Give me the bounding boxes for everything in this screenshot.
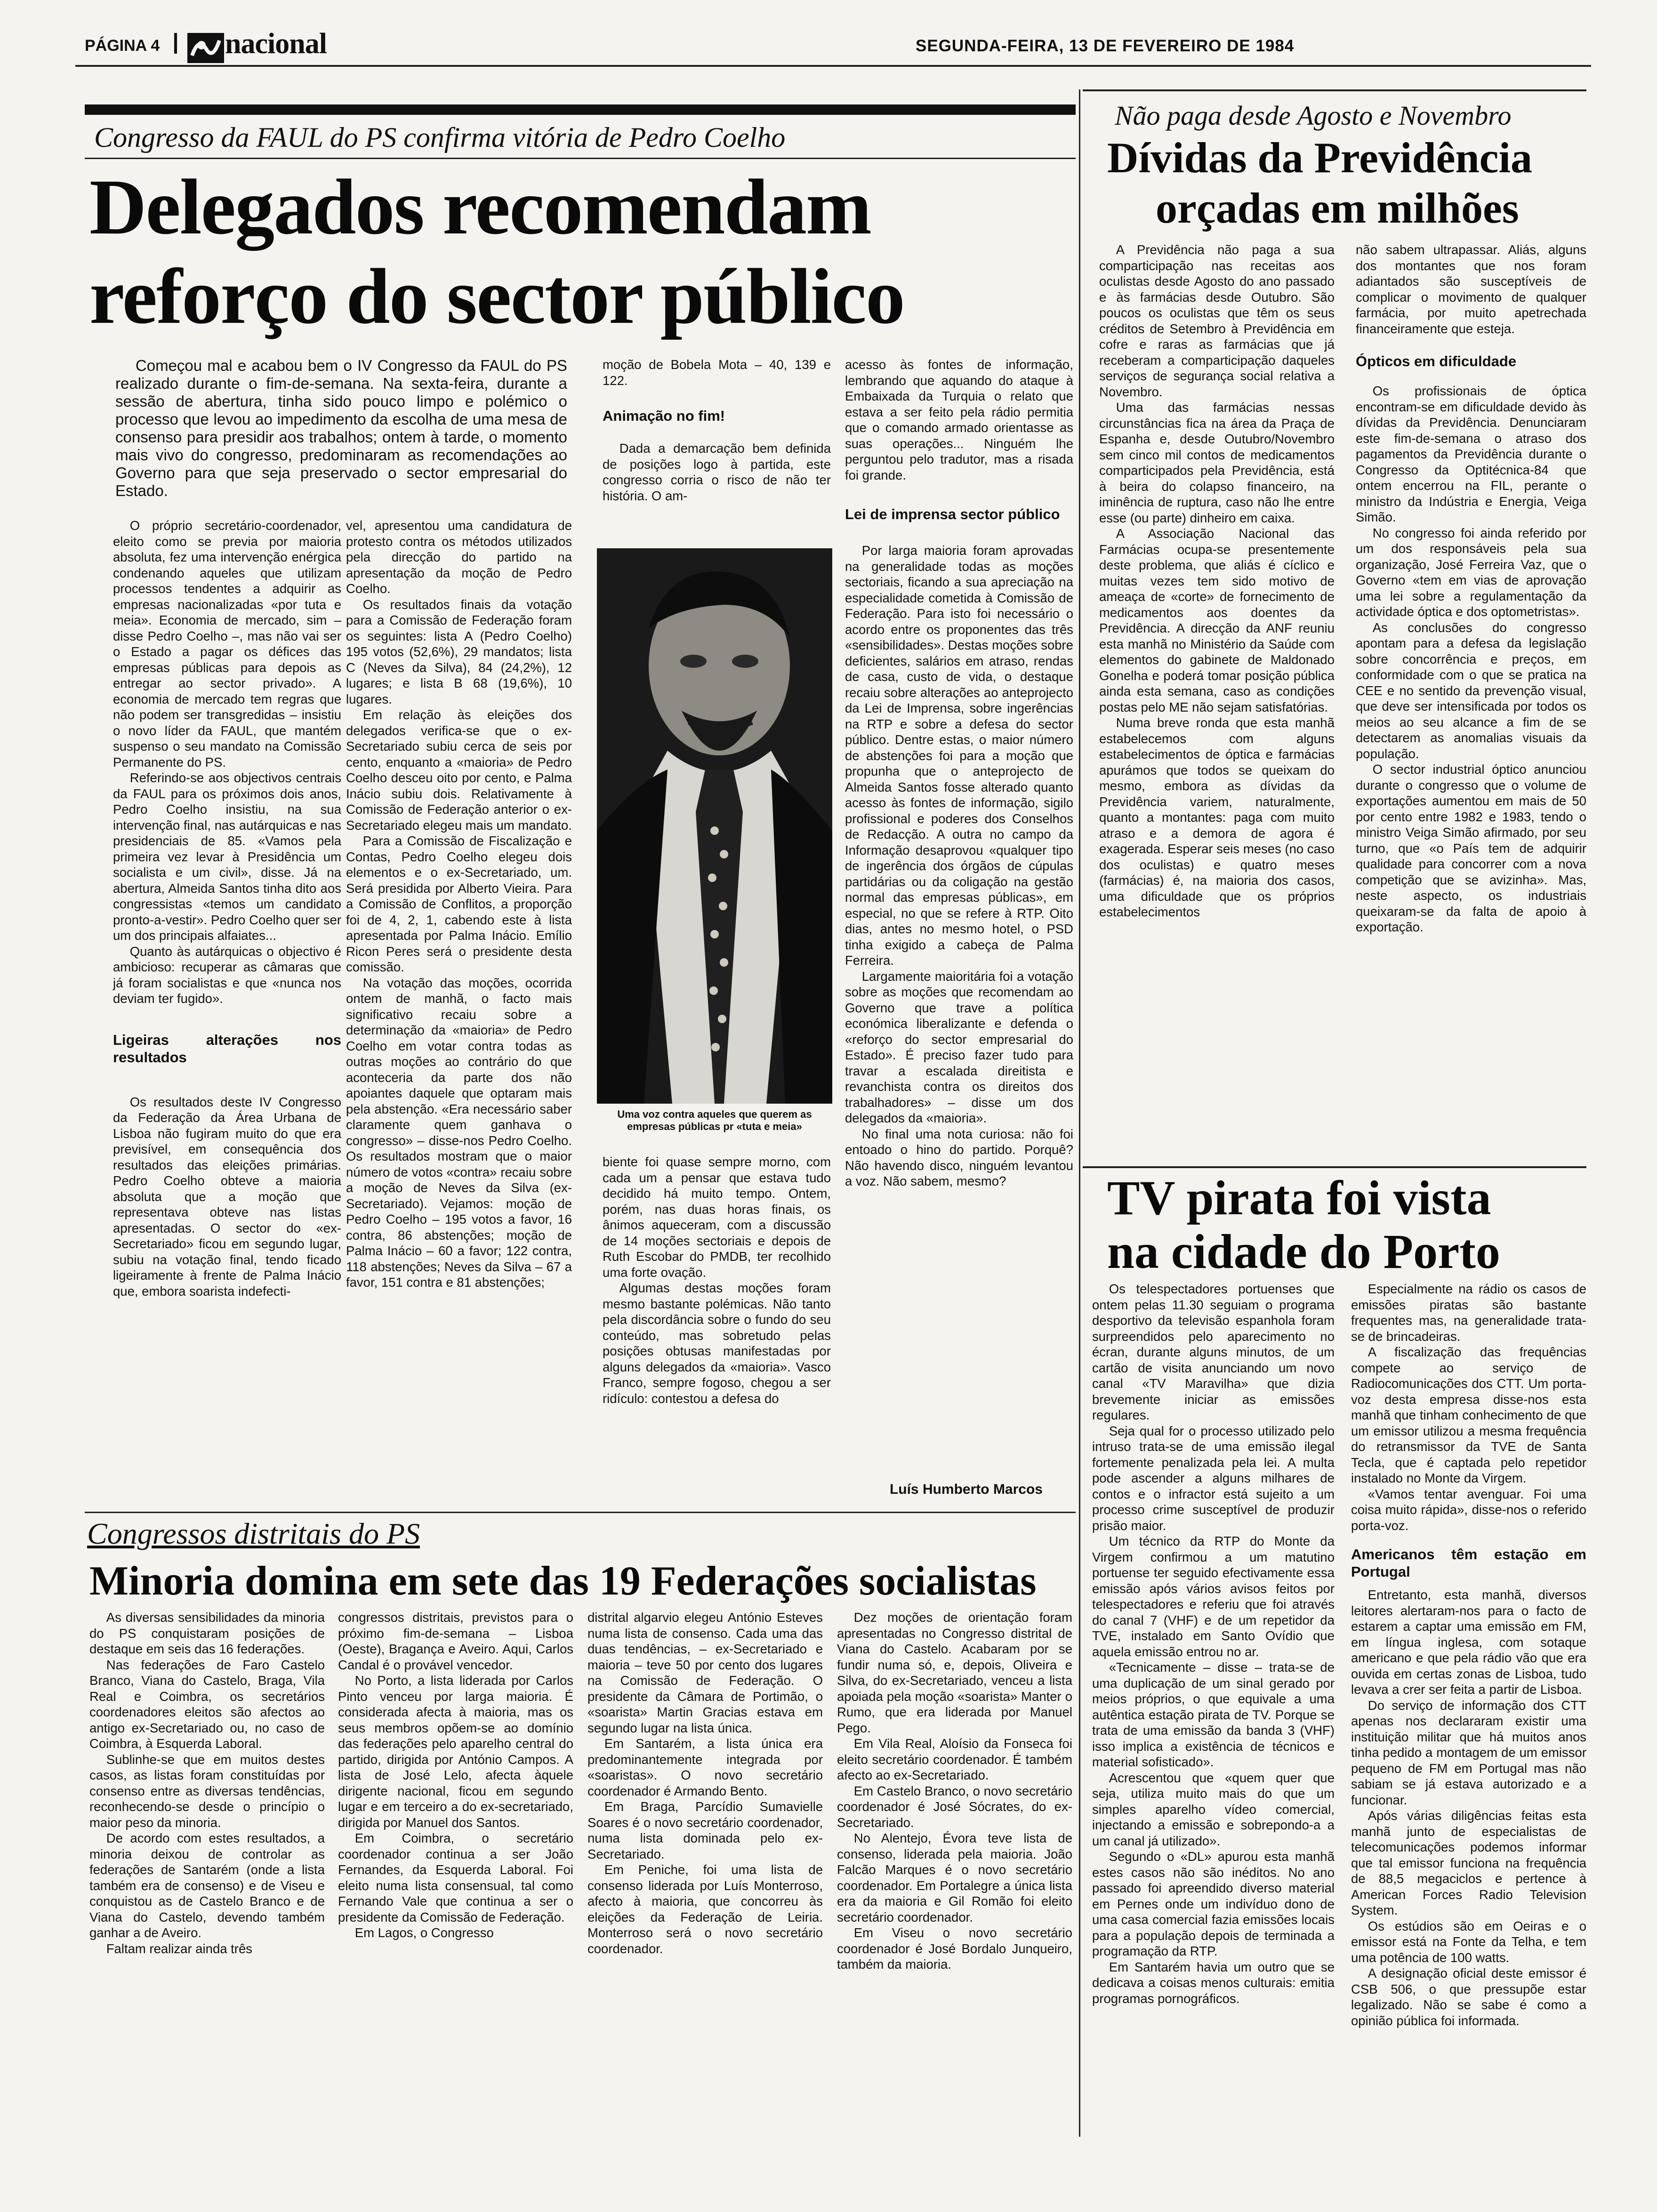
main-kicker-rule bbox=[85, 158, 1076, 159]
paragraph: Uma das farmácias nessas circunstâncias fica na área da Praça de Espanha e, desde Outubro/Novembro sem cinco mil contos de medicamentos comparticipados pela Previdência, está à beira do colapso financeiro, na iminência de ruptura, caso não lhe entre esse (ou parte) dinheiro em caixa. bbox=[1099, 400, 1335, 525]
dividas-column-2 bbox=[1356, 242, 1586, 935]
paragraph: Em Peniche, foi uma lista de consenso liderada por Luís Monterroso, afecto à maioria, que concorreu às eleições da Federação de Leiria. Monterroso será o novo secretário coordenador. bbox=[587, 1862, 823, 1956]
paragraph: Faltam realizar ainda três bbox=[106, 1941, 253, 1956]
paragraph: Numa breve ronda que esta manhã estabelecemos com alguns estabelecimentos de óptica e farmácias apurámos que todos se queixam do mesmo, embora as dívidas da Previdência variem, naturalmente, quanto a montantes: paga com muito atraso e a demora de agora é exagerada. Esperar seis meses (no caso dos oculistas) e quatro meses (farmácias) é, na maioria dos casos, uma dificuldade que os próprios estabelecimentos bbox=[1099, 715, 1335, 919]
minoria-column-1 bbox=[89, 1610, 325, 1956]
masthead-rule-left bbox=[174, 33, 177, 54]
subhead-ligeiras: Ligeiras alterações nos resultados bbox=[113, 1031, 341, 1066]
paragraph: A Previdência não paga a sua comparticipação nas receitas aos oculistas desde Agosto do ano passado e às farmácias desde Outubro. São poucos os oculistas que têm os seus créditos de Setembro à Previdência em cofre e raras as farmácias que já receberam a comparticipação daqueles serviços de segurança social relativa a Novembro. bbox=[1099, 242, 1335, 399]
paragraph: distrital algarvio elegeu António Esteves numa lista de consenso. Cada uma das duas tendências, – ex-Secretariado e maioria – teve 50 por cento dos lugares na Comissão de Federação. O presidente da Câmara de Portimão, o «soarista» Martin Gracias estava em segundo lugar na lista única. bbox=[587, 1610, 823, 1735]
paragraph: A designação oficial deste emissor é CSB 506, o que pressupõe estar legalizado. Não se sabe é como a opinião pública foi informada. bbox=[1351, 1966, 1586, 2028]
page-date: SEGUNDA-FEIRA, 13 DE FEVEREIRO DE 1984 bbox=[916, 37, 1295, 55]
paragraph: moção de Bobela Mota – 40, 139 e 122. bbox=[603, 357, 831, 388]
lead-paragraph: Começou mal e acabou bem o IV Congresso da FAUL do PS realizado durante o fim-de-semana. Na sexta-feira, durante a sessão de abertura, tinha sido pouco limpo e polémico o processo que levou ao impedimento da escolha de uma mesa de consenso para presidir aos trabalhos; ontem à tarde, o momento mais vivo do congresso, predominaram as recomendações ao Governo para que seja preservado o sector empresarial do Estado. bbox=[115, 357, 567, 499]
paragraph: No congresso foi ainda referido por um dos responsáveis pela sua organização, José Ferreira Vaz, que o Governo «tem em vias de aprovação uma lei sobre a regulamentação da actividade óptica e dos optometristas». bbox=[1356, 525, 1586, 619]
paragraph: Em Braga, Parcídio Sumavielle Soares é o novo secretário coordenador, numa lista dominada pelo ex-Secretariado. bbox=[587, 1799, 823, 1861]
paragraph: Os telespectadores portuenses que ontem pelas 11.30 seguiam o programa desportivo da televisão espanhola foram surpreendidos pelo aparecimento no écran, durante alguns minutos, de um cartão de visita anunciando um novo canal «TV Maravilha» que dizia brevemente iniciar as emissões regulares. bbox=[1092, 1282, 1335, 1422]
photo-caption: Uma voz contra aqueles que querem as empresas públicas pr «tuta e meia» bbox=[617, 1108, 812, 1132]
tv-column-1 bbox=[1092, 1281, 1335, 2006]
paragraph: Especialmente na rádio os casos de emissões piratas são bastante frequentes mas, na generalidade trata-se de brincadeiras. bbox=[1351, 1282, 1586, 1344]
paragraph: biente foi quase sempre morno, com cada um a pensar que estava tudo decidido há muito tempo. Ontem, porém, nas duas horas finais, os ânimos aqueceram, com a discussão de 14 moções sectoriais e depois de Ruth Escobar do PMDB, ter recolhido uma forte ovação. bbox=[603, 1154, 831, 1280]
minoria-column-2 bbox=[338, 1610, 573, 1941]
paragraph: As conclusões do congresso apontam para a defesa da legislação sobre concorrência e preços, em conformidade com o que se pratica na CEE e no sentido da prevenção visual, que deve ser intensificada por todos os meios ao seu alcance a fim de se detectarem as anomalias visuais da população. bbox=[1356, 620, 1586, 761]
photo-pedro-coelho bbox=[597, 548, 832, 1104]
paragraph: Um técnico da RTP do Monte da Virgem confirmou a um matutino portuense ter seguido efectivamente essa emissão após vários avisos feitos por telespectadores e referiu que foi através do canal 7 (VHF) e de um repetidor da TVE, instalado em Santo Ovídio que aquela emissão entrou no ar. bbox=[1092, 1534, 1335, 1659]
paragraph: Em Vila Real, Aloísio da Fonseca foi eleito secretário coordenador. É também afecto ao ex-Secretariado. bbox=[837, 1736, 1072, 1782]
subhead-americanos: Americanos têm estação em Portugal bbox=[1351, 1546, 1586, 1580]
subhead-opticos: Ópticos em dificuldade bbox=[1356, 353, 1517, 369]
paragraph: Quanto às autárquicas o objectivo é ambicioso: recuperar as câmaras que já foram socialistas e que «nunca nos deviam ter fugido». bbox=[113, 944, 341, 1006]
column-divider bbox=[1079, 89, 1080, 2137]
paragraph: Entretanto, esta manhã, diversos leitores alertaram-nos para o facto de estarem a captar uma emissão em FM, em língua inglesa, com sotaque americano e que pela rádio vão que era ouvida em certas zonas de Lisboa, tudo levava a crer ser feita a partir de Lisboa. bbox=[1351, 1587, 1586, 1697]
dividas-kicker: Não paga desde Agosto e Novembro bbox=[1115, 100, 1512, 131]
dividas-headline-1: Dívidas da Previdência bbox=[1107, 134, 1533, 182]
paragraph: No Porto, a lista liderada por Carlos Pinto venceu por larga maioria. É considerada afecta à maioria, mas os seus membros opõem-se ao domínio das federações pelo aparelho central do partido, dirigida por António Campos. A lista de José Lelo, afecta àquele dirigente nacional, ficou em segundo lugar e em terceiro a do ex-secretariado, dirigida por Manuel dos Santos. bbox=[338, 1673, 573, 1830]
subhead-lei-imprensa: Lei de imprensa sector público bbox=[845, 506, 1060, 522]
paragraph: O sector industrial óptico anunciou durante o congresso que o volume de exportações aumentou em mais de 50 por cento entre 1982 e 1983, tendo o ministro Veiga Simão afirmado, por seu turno, que «o País tem de adquirir qualidade para concorrer com a nova competição que se avizinha». Mas, neste aspecto, os industriais queixaram-se da falta de apoio à exportação. bbox=[1356, 762, 1586, 934]
paragraph: Os profissionais de óptica encontram-se em dificuldade devido às dívidas da Previdência. Denunciaram este fim-de-semana o atraso dos pagamentos da Previdência durante o Congresso da Optitécnica-84 que ontem encerrou na FIL, perante o ministro da Indústria e Energia, Veiga Simão. bbox=[1356, 384, 1586, 524]
main-lead bbox=[115, 357, 567, 500]
paragraph: No Alentejo, Évora teve lista de consenso, liderada pela maioria. João Falcão Marques é o novo secretário coordenador. Em Portalegre a única lista era da maioria e Gil Romão foi eleito secretário coordenador. bbox=[837, 1831, 1072, 1924]
main-headline-2: reforço do sector público bbox=[89, 253, 904, 340]
paragraph: Dez moções de orientação foram apresentadas no Congresso distrital de Viana do Castelo. Acabaram por se fundir numa só, e, depois, Oliveira e Silva, do ex-Secretariado, venceu a lista apoiada pela moção «soarista» Manter o Rumo, que era liderada por Manuel Pego. bbox=[837, 1610, 1072, 1735]
minoria-column-4 bbox=[837, 1610, 1072, 1972]
paper-name: nacional bbox=[225, 28, 327, 60]
paragraph: «Vamos tentar avenguar. Foi uma coisa muito rápida», disse-nos o referido porta-voz. bbox=[1351, 1486, 1586, 1533]
paragraph: A Associação Nacional das Farmácias ocupa-se presentemente deste problema, que aliás é cíclico e muitas vezes tem sido motivo de ameaça de «corte» de fornecimento de medicamentos aos doentes da Previdência. A direcção da ANF reuniu esta manhã no Ministério da Saúde com elementos do gabinete de Maldonado Gonelha e poderá tomar posição pública ainda esta semana, caso as condições postas pelo ME não sejam satisfatórias. bbox=[1099, 526, 1335, 714]
main-top-rule bbox=[85, 104, 1076, 115]
paragraph: Os estúdios são em Oeiras e o emissor está na Fonte da Telha, e tem uma potência de 100 watts. bbox=[1351, 1918, 1586, 1965]
paragraph: Em Viseu o novo secretário coordenador é José Bordalo Junqueiro, também da maioria. bbox=[837, 1925, 1072, 1972]
author-signature: Luís Humberto Marcos bbox=[889, 1482, 1043, 1497]
paragraph: Do serviço de informação dos CTT apenas nos declararam existir uma instituição militar que há muitos anos tinha pedido a montagem de um emissor pequeno de FM em Portugal mas não sabiam se já estava autorizado e a funcionar. bbox=[1351, 1698, 1586, 1807]
paragraph: Em Castelo Branco, o novo secretário coordenador é José Sócrates, do ex-Secretariado. bbox=[837, 1783, 1072, 1830]
paragraph: Por larga maioria foram aprovadas na generalidade todas as moções sectoriais, ficando a sua apreciação na especialidade cometida à Comissão de Federação. Para isto foi necessário o acordo entre os proponentes das três «sensibilidades». Destas moções sobre deficientes, salários em atraso, rendas de casa, custo de vida, o destaque recaiu sobre alterações ao anteprojecto da Lei de Imprensa, sobre ingerências na RTP e sobre a defesa do sector público. Dentre estas, o maior número de abstenções foi para a moção que propunha que o anteprojecto de Almeida Santos fosse alterado quanto acesso às fontes de informação, sigilo profissional e poderes dos Conselhos de Redacção. A outra no campo da Informação desaprovou «qualquer tipo de ingerência dos órgãos de cúpulas partidárias ou da coligação na gestão normal das empresas públicas», em especial, no que se refere à RTP. Oito dias, antes no mesmo hotel, o PSD tinha exigido a cabeça de Palma Ferreira. bbox=[845, 543, 1073, 968]
paragraph: Após várias diligências feitas esta manhã junto de especialistas de telecomunicações podemos informar que tal emissor funciona na frequência de 88,5 megaciclos e pertence à American Forces Radio Television System. bbox=[1351, 1808, 1586, 1917]
paragraph: congressos distritais, previstos para o próximo fim-de-semana – Lisboa (Oeste), Bragança e Aveiro. Aqui, Carlos Candal é o provável vencedor. bbox=[338, 1610, 573, 1672]
paragraph: As diversas sensibilidades da minoria do PS conquistaram posições de destaque em seis das 16 federações. bbox=[89, 1610, 325, 1656]
paragraph: Em relação às eleições dos delegados verifica-se que o ex-Secretariado subiu cerca de seis por cento, enquanto a «maioria» de Pedro Coelho desceu oito por cento, e Palma Inácio subiu dois. Relativamente à Comissão de Federação anterior o ex-Secretariado elegeu mais um mandato. bbox=[346, 707, 572, 833]
masthead-rule bbox=[75, 65, 1591, 67]
tv-headline-2: na cidade do Porto bbox=[1107, 1225, 1500, 1279]
tv-top-rule bbox=[1083, 1166, 1586, 1168]
paragraph: vel, apresentou uma candidatura de protesto contra os métodos utilizados pela direcção do partido na apresentação da moção de Pedro Coelho. bbox=[346, 518, 572, 596]
paragraph: Sublinhe-se que em muitos destes casos, as listas foram constituídas por consenso entre as diversas tendências, reconhecendo-se desde o princípio o maior peso da minoria. bbox=[89, 1752, 325, 1830]
paragraph: Na votação das moções, ocorrida ontem de manhã, o facto mais significativo recaiu sobre a determinação da «maioria» de Pedro Coelho em votar contra todas as outras moções ao contrário do que aconteceria da parte dos não apoiantes daquele que optaram mais pela abstenção. «Era necessário saber claramente quem ganhava o congresso» – disse-nos Pedro Coelho. Os resultados mostram que o maior número de votos «contra» recaiu sobre a moção de Neves da Silva (ex-Secretariado). Vejamos: moção de Pedro Coelho – 195 votos a favor, 16 contra, 86 abstenções; moção de Palma Inácio – 60 a favor; 122 contra, 118 abstenções; Neves da Silva – 67 a favor, 151 contra e 81 abstenções; bbox=[346, 975, 572, 1290]
paragraph: Largamente maioritária foi a votação sobre as moções que recomendam ao Governo que trave a política económica liberalizante e defenda o «reforço do sector empresarial do Estado». É preciso fazer tudo para travar a escalada direitista e revanchista contra os direitos dos trabalhadores» – disse um dos delegados da «maioria». bbox=[845, 969, 1073, 1125]
paragraph: «Tecnicamente – disse – trata-se de uma duplicação de um sinal gerado por meios próprios, o que equivale a uma autêntica estação pirata de TV. Porque se trata de uma emissão da banda 3 (VHF) isso implica a existência de técnicos e material sofisticado». bbox=[1092, 1660, 1335, 1769]
paragraph: Os resultados finais da votação para a Comissão de Federação foram os seguintes: lista A (Pedro Coelho) 195 votos (52,6%), 29 mandatos; lista C (Neves da Silva), 84 (24,2%), 12 lugares; e lista B 68 (19,6%), 10 lugares. bbox=[346, 597, 572, 706]
paragraph: O próprio secretário-coordenador, eleito como se previa por maioria absoluta, fez uma intervenção enérgica condenando aqueles que utilizam processos tendentes a adquirir as empresas nacionalizadas «por tuta e meia». Economia de mercado, sim – disse Pedro Coelho –, mas não vai ser o Estado a pagar os défices das empresas públicas para depois as entregar ao sector privado». A economia de mercado tem regras que não podem ser transgredidas – insistiu o novo líder da FAUL, que mantém suspenso o seu mandato na Comissão Permanente do PS. bbox=[113, 518, 341, 769]
dividas-top-rule bbox=[1083, 89, 1586, 91]
dividas-headline-2: orçadas em milhões bbox=[1156, 184, 1519, 232]
paragraph: Para a Comissão de Fiscalização e Contas, Pedro Coelho elegeu dois elementos e o ex-Secretariado, um. Será presidida por Alberto Vieira. Para a Comissão de Conflitos, a proporção foi de 4, 2, 1, cabendo este à lista apresentada por Palma Inácio. Emílio Ricon Peres será o presidente desta comissão. bbox=[346, 834, 572, 974]
minoria-column-3 bbox=[587, 1610, 823, 1956]
main-column-3b bbox=[603, 1154, 831, 1406]
main-column-4 bbox=[845, 357, 1073, 1189]
tv-headline-1: TV pirata foi vista bbox=[1107, 1171, 1491, 1225]
paragraph: Em Santarém havia um outro que se dedicava a coisas menos culturais: emitia programas pornográficos. bbox=[1092, 1959, 1335, 2006]
tv-column-2 bbox=[1351, 1281, 1586, 2028]
subhead-animacao: Animação no fim! bbox=[603, 408, 725, 424]
paragraph: De acordo com estes resultados, a minoria deixou de controlar as federações de Santarém (onde a lista também era de consenso) e de Viseu e conquistou as de Castelo Branco e de Viana do Castelo, devendo também ganhar a de Aveiro. bbox=[89, 1831, 325, 1940]
main-headline-1: Delegados recomendam bbox=[89, 163, 871, 251]
paragraph: Nas federações de Faro Castelo Branco, Viana do Castelo, Braga, Vila Real e Coimbra, os secretários coordenadores eleitos são afectos ao antigo ex-Secretariado ou, no caso de Coimbra, à Esquerda Laboral. bbox=[89, 1657, 325, 1751]
minoria-top-rule bbox=[85, 1512, 1076, 1513]
paragraph: Acrescentou que «quem quer que seja, utiliza muito mais do que um simples aparelho vídeo comercial, injectando a emissão e sobrepondo-a a um canal já utilizado». bbox=[1092, 1770, 1335, 1848]
main-column-3 bbox=[603, 357, 831, 504]
minoria-kicker: Congressos distritais do PS bbox=[87, 1517, 420, 1550]
paragraph: Os resultados deste IV Congresso da Federação da Área Urbana de Lisboa não fugiram muito do que era previsível, em consequência dos resultados das eleições primárias. Pedro Coelho obteve a maioria absoluta que a moção que representava obteve nas listas apresentadas. O sector do «ex-Secretariado» ficou em segundo lugar, subiu na votação final, tendo ficado ligeiramente à frente de Palma Inácio que, embora soarista indefecti- bbox=[113, 1094, 341, 1298]
paragraph: No final uma nota curiosa: não foi entoado o hino do partido. Porquê? Não havendo disco, ninguém levantou a voz. Não sabem, mesmo? bbox=[845, 1126, 1073, 1188]
paragraph: Seja qual for o processo utilizado pelo intruso trata-se de uma emissão ilegal fortemente penalizada pela lei. A multa pode ascender a alguns milhares de contos e o infractor está sujeito a um processo crime susceptível de produzir prisão maior. bbox=[1092, 1423, 1335, 1533]
paragraph: Referindo-se aos objectivos centrais da FAUL para os próximos dois anos, Pedro Coelho insistiu, na sua intervenção final, nas autárquicas e nas presidenciais de 85. «Vamos pela primeira vez levar à Presidência um socialista e um civil», disse. Já na abertura, Almeida Santos tinha dito aos congressistas «temos um candidato pronto-a-vestir». Pedro Coelho quer ser um dos principais alfaiates... bbox=[113, 770, 341, 943]
paragraph: Em Coimbra, o secretário coordenador continua a ser João Fernandes, da Esquerda Laboral. Foi eleito numa lista consensual, tal como Fernando Vale que continua a ser o presidente da Comissão de Federação. bbox=[338, 1831, 573, 1924]
main-kicker: Congresso da FAUL do PS confirma vitória de Pedro Coelho bbox=[94, 122, 786, 153]
main-column-2 bbox=[346, 518, 572, 1290]
dividas-column-1 bbox=[1099, 242, 1335, 920]
page-number: PÁGINA 4 bbox=[85, 37, 160, 55]
paragraph: A fiscalização das frequências compete ao serviço de Radiocomunicações dos CTT. Um porta-voz desta empresa disse-nos esta manhã que tinham conhecimento de que um emissor utilizou a mesma frequência do retransmissor da TVE de Santa Tecla, que é captada pelo repetidor instalado no Monte da Virgem. bbox=[1351, 1345, 1586, 1485]
paragraph: Dada a demarcação bem definida de posições logo à partida, este congresso corria o risco de não ter história. O am- bbox=[603, 441, 831, 503]
paragraph: não sabem ultrapassar. Aliás, alguns dos montantes que nos foram adiantados são susceptíveis de complicar o movimento de qualquer farmácia, por muito apetrechada financeiramente que esteja. bbox=[1356, 242, 1586, 336]
paragraph: acesso às fontes de informação, lembrando que aquando do ataque à Embaixada da Turquia o relato que estava a ser feito pela rádio permitia que o comando armado orientasse as suas operações... Ninguém lhe perguntou pelo tradutor, mas a risada foi grande. bbox=[845, 357, 1073, 482]
paragraph: Em Lagos, o Congresso bbox=[354, 1925, 494, 1940]
paragraph: Em Santarém, a lista única era predominantemente integrada por «soaristas». O novo secretário coordenador é Armando Bento. bbox=[587, 1736, 823, 1798]
paragraph: Segundo o «DL» apurou esta manhã estes casos não são inéditos. No ano passado foi apreendido diverso material em Pernes onde um indivíduo dono de uma casa comercial fazia emissões locais para a população depois de terminada a programação da RTP. bbox=[1092, 1849, 1335, 1958]
main-column-1 bbox=[113, 518, 341, 1299]
paragraph: Algumas destas moções foram mesmo bastante polémicas. Não tanto pela discordância sobre o fundo do seu conteúdo, mas sobretudo pelas posições obtusas manifestadas por alguns delegados da «maioria». Vasco Franco, sempre fogoso, chegou a ser ridículo: contestou a defesa do bbox=[603, 1281, 831, 1406]
minoria-headline: Minoria domina em sete das 19 Federações socialistas bbox=[89, 1558, 1037, 1604]
